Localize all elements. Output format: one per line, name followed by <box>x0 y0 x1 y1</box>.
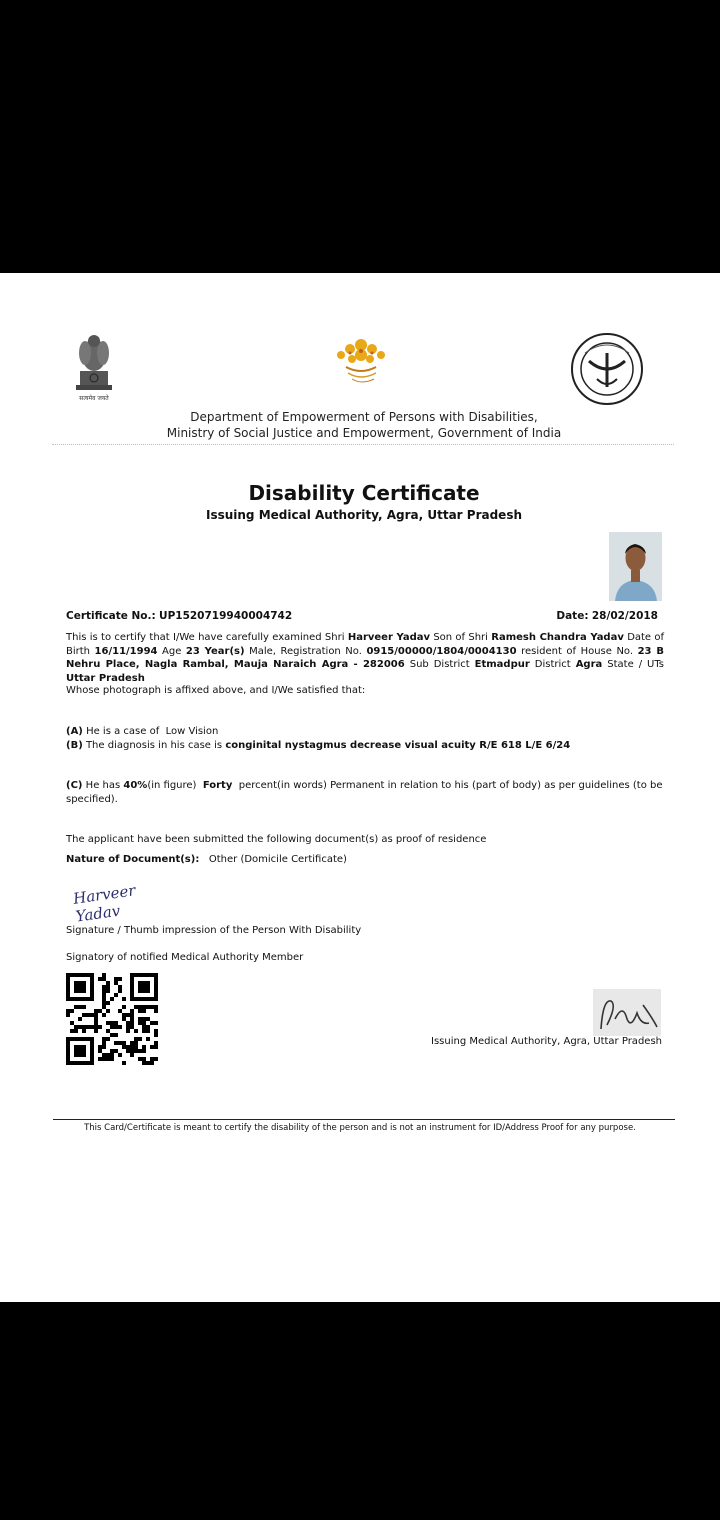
certificate-date-value: 28/02/2018 <box>591 610 658 622</box>
finding-b-value: conginital nystagmus decrease visual acuity R/E 618 L/E 6/24 <box>225 740 571 751</box>
finding-b-marker: (B) <box>66 740 83 751</box>
age-value: 23 Year(s) <box>185 645 245 657</box>
certificate-number-label: Certificate No.: <box>66 610 156 622</box>
sub-district-value: Etmadpur <box>474 659 530 670</box>
applicant-photo <box>609 532 662 601</box>
gender-registration-label: Male, Registration No. <box>249 645 362 657</box>
footer-disclaimer: This Card/Certificate is meant to certify the disability of the person and is not an instrument for ID/Address Proof for any purpose. <box>84 1123 636 1133</box>
department-line-2: Ministry of Social Justice and Empowerment, Government of India <box>166 426 562 440</box>
finding-b-text: The diagnosis in his case is <box>85 740 223 751</box>
photo-statement: Whose photograph is affixed above, and I/We satisfied that: <box>66 685 366 696</box>
signature-caption: Signature / Thumb impression of the Person With Disability <box>66 925 362 936</box>
header-divider <box>52 444 674 445</box>
certificate-page <box>0 273 720 1302</box>
registration-number: 0915/00000/1804/0004130 <box>366 645 517 657</box>
intro-text: This is to certify that I/We have carefully examined Shri <box>66 632 345 643</box>
issuing-authority-subtitle: Issuing Medical Authority, Agra, Uttar Pradesh <box>205 508 522 522</box>
footer-divider <box>53 1119 675 1120</box>
authority-signature <box>593 989 661 1036</box>
district-label: District <box>534 659 571 670</box>
certification-paragraph <box>66 631 664 685</box>
emblem-caption: सत्यमेव जयते <box>79 395 109 402</box>
department-line-1: Department of Empowerment of Persons with Disabilities, <box>190 410 538 424</box>
sub-district-label: Sub District <box>409 659 470 670</box>
certificate-number-value: UP1520719940004742 <box>159 610 293 622</box>
dob-label: Date of Birth <box>66 632 665 657</box>
finding-c-marker: (C) <box>66 780 83 791</box>
disability-percent: 40% <box>123 780 148 791</box>
certificate-date <box>556 610 658 622</box>
finding-c-text-1: He has <box>85 780 121 791</box>
nature-label: Nature of Document(s): <box>66 854 200 865</box>
certificate-title: Disability Certificate <box>248 481 480 505</box>
age-label: Age <box>162 645 182 657</box>
finding-c-text-3: percent(in words) Permanent in relation to his (part of body) as per guidelines (to be specified). <box>66 780 663 805</box>
father-name: Ramesh Chandra Yadav <box>491 632 624 643</box>
disability-percent-words: Forty <box>202 780 233 791</box>
signature-handwriting: Harveer Yadav <box>72 881 137 926</box>
signatory-caption: Signatory of notified Medical Authority Member <box>66 952 304 963</box>
state-value: Uttar Pradesh <box>66 672 145 684</box>
sugamya-flower-logo <box>326 331 396 391</box>
nature-of-document <box>66 853 664 867</box>
finding-a <box>66 725 664 739</box>
qr-code[interactable] <box>66 973 158 1065</box>
finding-c-text-2: (in figure) <box>147 780 197 791</box>
department-heading <box>0 409 720 441</box>
residence-proof-statement: The applicant have been submitted the following document(s) as proof of residence <box>66 834 487 845</box>
certificate-date-label: Date: <box>556 610 589 622</box>
person-name: Harveer Yadav <box>347 632 430 643</box>
certificate-number <box>66 610 292 622</box>
finding-a-value: Low Vision <box>165 726 219 737</box>
national-emblem-logo <box>66 331 122 405</box>
son-of-label: Son of Shri <box>433 632 488 643</box>
finding-b <box>66 739 664 753</box>
finding-a-marker: (A) <box>66 726 83 737</box>
district-value: Agra <box>575 659 603 670</box>
finding-a-text: He is a case of <box>86 726 160 737</box>
finding-c <box>66 779 664 806</box>
applicant-signature <box>66 870 186 926</box>
nature-value: Other (Domicile Certificate) <box>208 854 347 865</box>
date-of-birth: 16/11/1994 <box>94 645 158 657</box>
authority-caption: Issuing Medical Authority, Agra, Uttar Pradesh <box>431 1036 662 1047</box>
state-label: State / UTs <box>607 659 665 670</box>
address-value: 23 B Nehru Place, Nagla Rambal, Mauja Naraich Agra - 282006 <box>66 645 664 670</box>
resident-label: resident of House No. <box>521 645 634 657</box>
uttar-pradesh-seal-logo <box>569 331 645 407</box>
